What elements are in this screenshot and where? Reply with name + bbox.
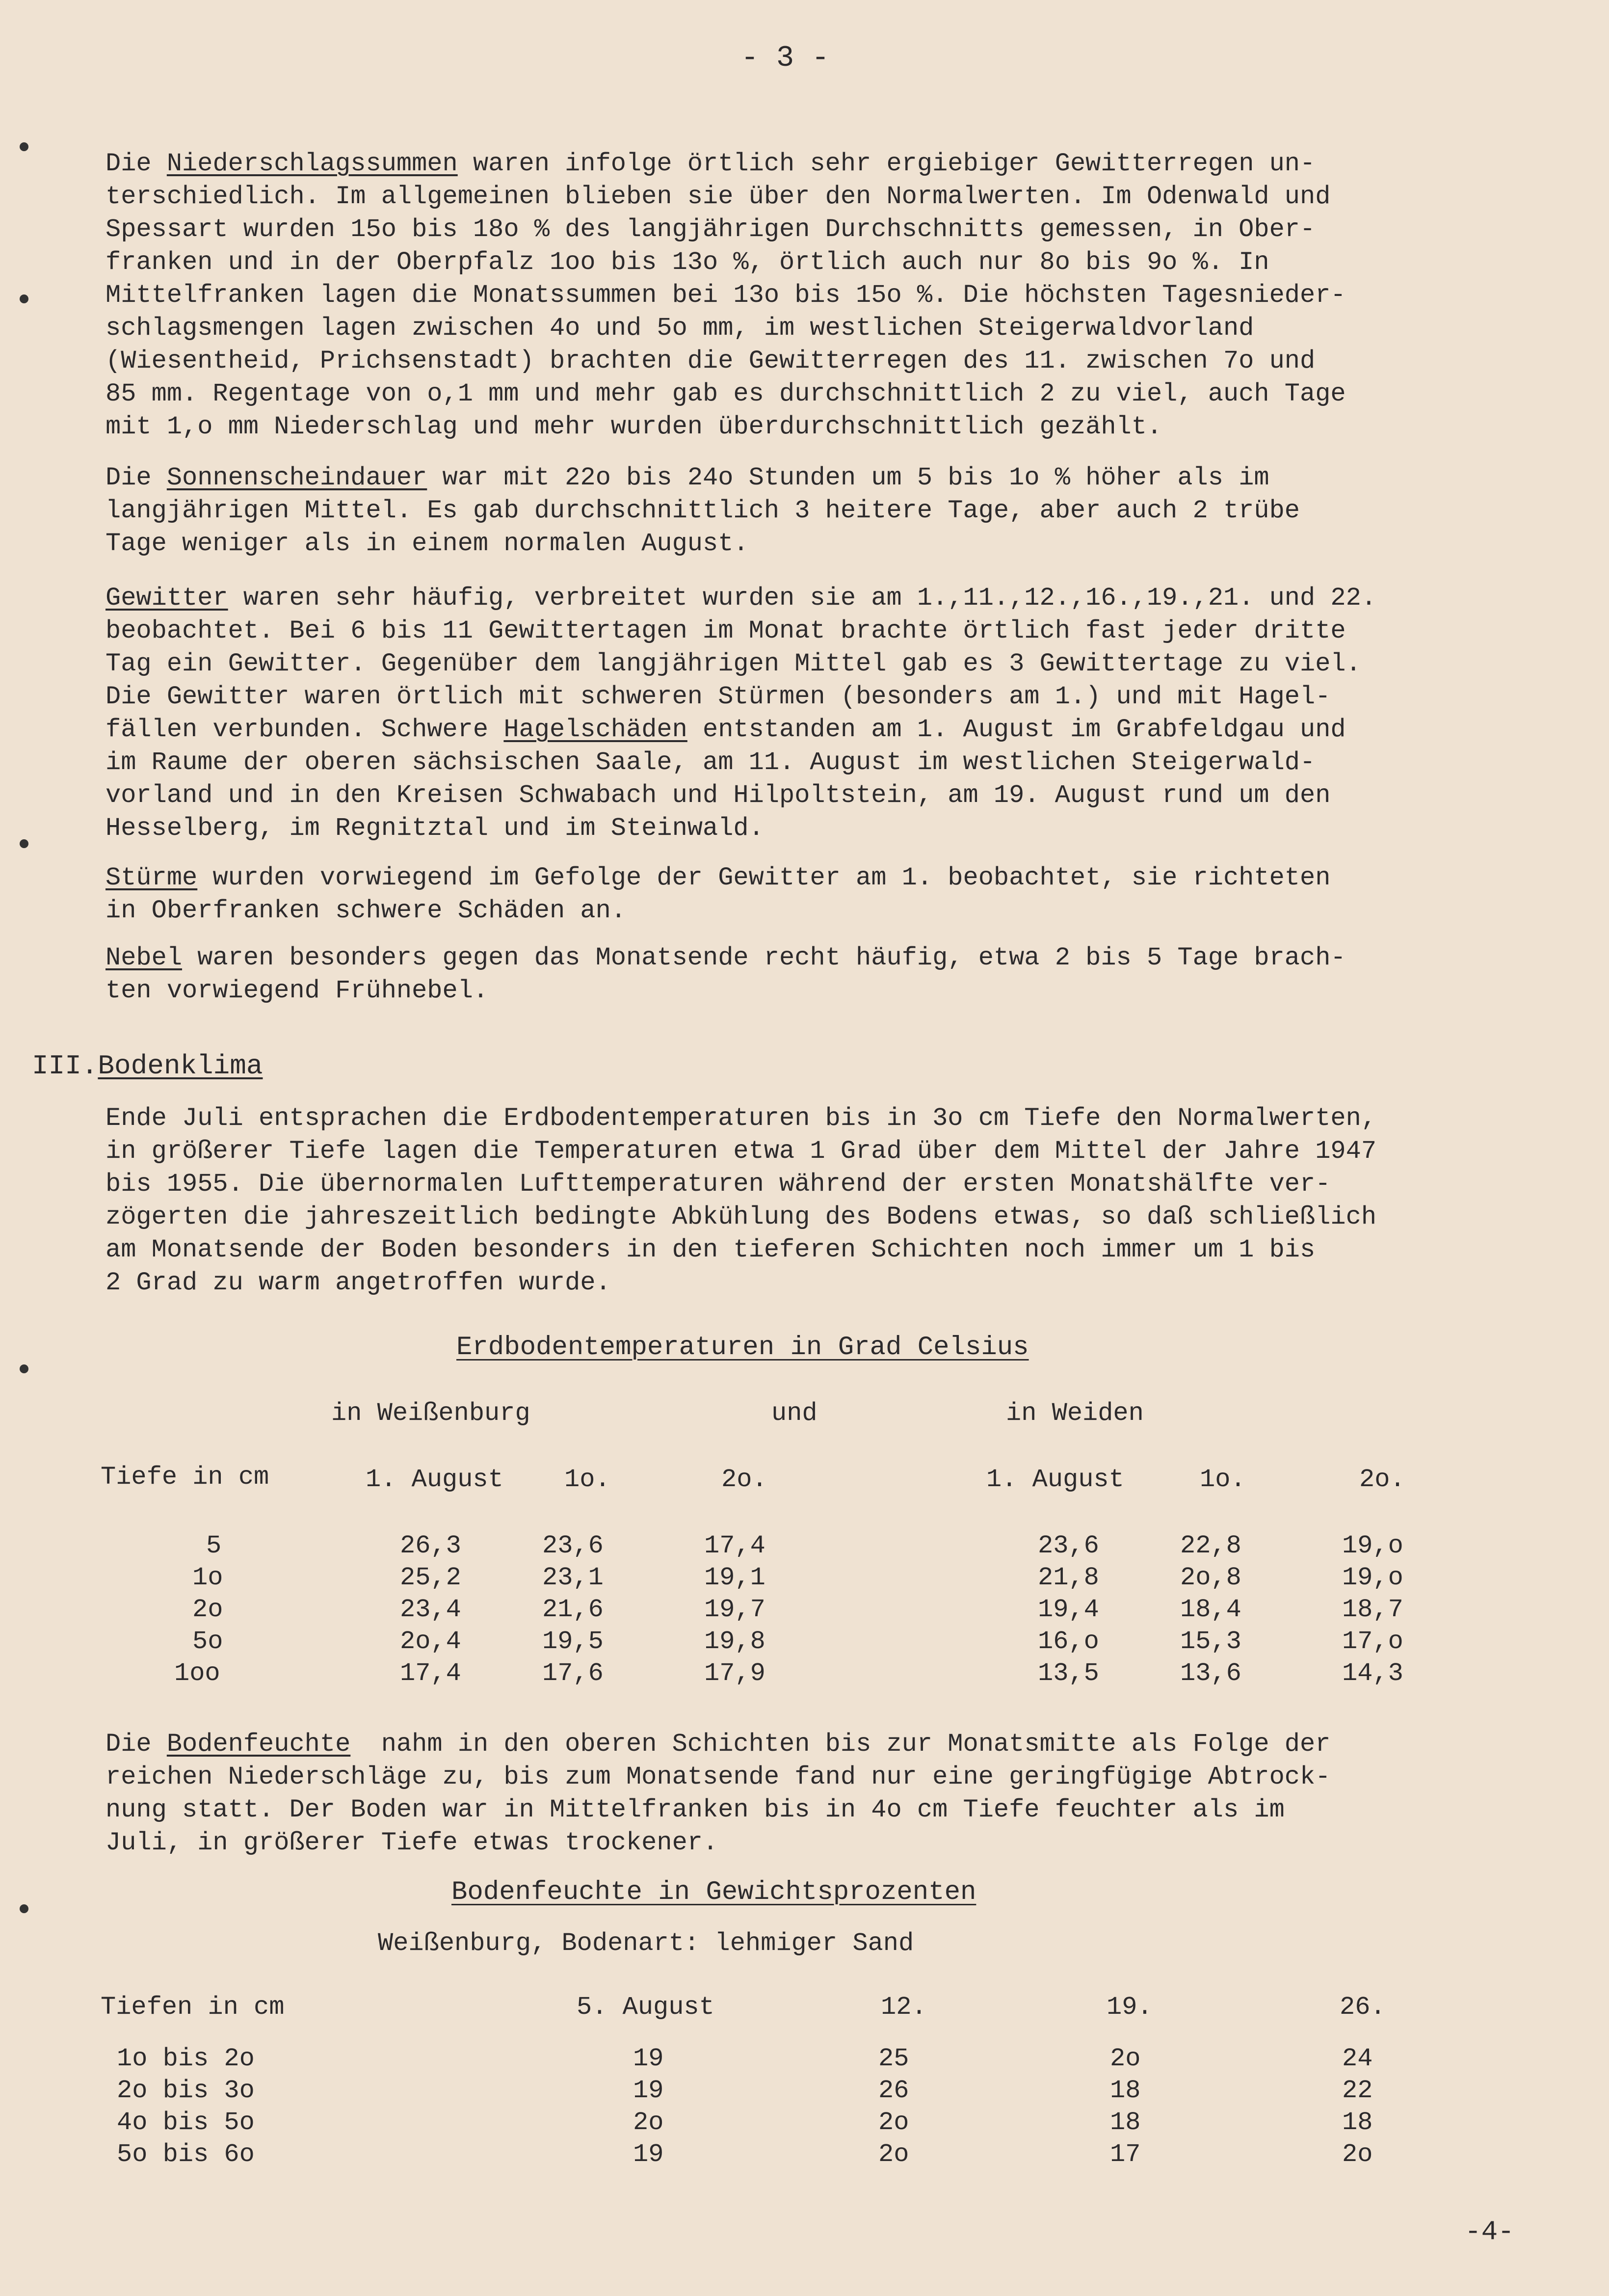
temp-value: 19,1	[704, 1563, 765, 1592]
temp-value: 13,5	[1038, 1659, 1099, 1688]
punch-hole-mark	[20, 142, 28, 151]
next-page-marker: -4-	[1465, 2216, 1514, 2247]
temp-table-col-header: 2o.	[1359, 1465, 1405, 1494]
term-stuerme: Stürme	[106, 863, 198, 892]
moisture-depth: 1o bis 2o	[117, 2044, 255, 2073]
term-gewitter: Gewitter	[106, 584, 228, 613]
moisture-value: 2o	[1342, 2140, 1373, 2169]
paragraph-stuerme	[106, 861, 1558, 927]
temp-value: 25,2	[400, 1563, 461, 1592]
paragraph-text: waren besonders gegen das Monatsende recht häufig, etwa 2 bis 5 Tage brach- ten vorwiegend Frühnebel.	[106, 943, 1346, 1005]
moisture-depth: 2o bis 3o	[117, 2076, 255, 2105]
temp-table-col-header: 1o.	[564, 1465, 610, 1494]
temp-value: 14,3	[1342, 1659, 1403, 1688]
paragraph-nebel	[106, 941, 1558, 1007]
moisture-value: 2o	[633, 2108, 664, 2137]
term-niederschlagssummen: Niederschlagssummen	[166, 149, 458, 178]
temp-table-joiner: und	[771, 1399, 818, 1428]
paragraph-lead: Die	[106, 149, 167, 178]
temp-depth: 5o	[192, 1627, 223, 1656]
temp-value: 17,9	[704, 1659, 765, 1688]
temp-depth: 2o	[192, 1595, 223, 1624]
temp-depth: 1o	[192, 1563, 223, 1592]
temp-value: 19,5	[542, 1627, 604, 1656]
moisture-value: 18	[1110, 2076, 1141, 2105]
temp-table-col-header: 1. August	[986, 1465, 1124, 1494]
temp-value: 19,8	[704, 1627, 765, 1656]
term-sonnenscheindauer: Sonnenscheindauer	[166, 463, 427, 492]
temp-value: 22,8	[1180, 1531, 1241, 1560]
temp-value: 17,o	[1342, 1627, 1403, 1656]
temp-value: 21,6	[542, 1595, 604, 1624]
temp-table-depth-header: Tiefe in cm	[101, 1463, 269, 1492]
moisture-table-title: Bodenfeuchte in Gewichtsprozenten	[451, 1877, 976, 1907]
temp-value: 2o,4	[400, 1627, 461, 1656]
moisture-depth: 4o bis 5o	[117, 2108, 255, 2137]
paragraph-text: entstanden am 1. August im Grabfeldgau und im Raume der oberen sächsischen Saale, am 11. August im westlichen Steigerwald- vorland und in den Kreisen Schwabach und Hilpoltstein, am 19. August rund um den Hesselberg, im Regnitztal und im Steinwald.	[106, 715, 1346, 843]
moisture-value: 18	[1342, 2108, 1373, 2137]
paragraph-text: waren infolge örtlich sehr ergiebiger Gewitterregen un- terschiedlich. Im allgemeinen blieben sie über den Normalwerten. Im Odenwald und Spessart wurden 15o bis 18o % des langjährigen Durchschnitts gemessen, in Ober- franken und in der Oberpfalz 1oo bis 13o %, örtlich auch nur 8o bis 9o %. In Mittelfranken lagen die Monatssummen bei 13o bis 15o %. Die höchsten Tagesnieder- schlagsmengen lagen zwischen 4o und 5o mm, im westlichen Steigerwaldvorland (Wiesentheid, Prichsenstadt) brachten die Gewitterregen des 11. zwischen 7o und 85 mm. Regentage von o,1 mm und mehr gab es durchschnittlich 2 zu viel, auch Tage mit 1,o mm Niederschlag und mehr wurden überdurchschnittlich gezählt.	[106, 149, 1346, 441]
moisture-depth: 5o bis 6o	[117, 2140, 255, 2169]
paragraph-gewitter	[106, 582, 1558, 845]
temp-table-col-header: 1. August	[366, 1465, 503, 1494]
moisture-table-depth-header: Tiefen in cm	[101, 1993, 285, 2022]
moisture-table-col-header: 19.	[1107, 1993, 1153, 2022]
moisture-value: 18	[1110, 2108, 1141, 2137]
temp-depth: 1oo	[174, 1659, 220, 1688]
paragraph-niederschlag	[106, 147, 1558, 443]
temp-value: 17,4	[400, 1659, 461, 1688]
temp-value: 18,7	[1342, 1595, 1403, 1624]
moisture-value: 26	[878, 2076, 909, 2105]
temp-table-station-weissenburg: in Weißenburg	[331, 1399, 530, 1428]
moisture-value: 24	[1342, 2044, 1373, 2073]
term-bodenfeuchte: Bodenfeuchte	[166, 1730, 351, 1759]
punch-hole-mark	[20, 1364, 28, 1373]
temp-value: 21,8	[1038, 1563, 1099, 1592]
paragraph-bodenklima: Ende Juli entsprachen die Erdbodentemperaturen bis in 3o cm Tiefe den Normalwerten, in größerer Tiefe lagen die Temperaturen etwa 1 Grad über dem Mittel der Jahre 1947 bis 1955. Die übernormalen Lufttemperaturen während der ersten Monatshälfte ver- zögerten die jahreszeitlich bedingte Abkühlung des Bodens etwas, so daß schließlich am Monatsende der Boden besonders in den tieferen Schichten noch immer um 1 bis 2 Grad zu warm angetroffen wurde.	[106, 1104, 1377, 1297]
temp-table-col-header: 1o.	[1200, 1465, 1246, 1494]
temp-depth: 5	[206, 1531, 222, 1560]
temp-value: 13,6	[1180, 1659, 1241, 1688]
temp-value: 2o,8	[1180, 1563, 1241, 1592]
temp-value: 17,4	[704, 1531, 765, 1560]
temp-value: 23,4	[400, 1595, 461, 1624]
moisture-value: 19	[633, 2140, 664, 2169]
temp-value: 19,4	[1038, 1595, 1099, 1624]
temp-value: 19,o	[1342, 1563, 1403, 1592]
paragraph-text: waren sehr häufig, verbreitet wurden sie am 1.,11.,12.,16.,19.,21. und 22. beobachtet. Bei 6 bis 11 Gewittertagen im Monat brachte örtlich fast jeder dritte Tag ein Gewitter. Gegenüber dem langjährigen Mittel gab es 3 Gewittertage zu viel. Die Gewitter waren örtlich mit schweren Stürmen (besonders am 1.) und mit Hagel- fällen verbunden. Schwere	[106, 584, 1377, 744]
moisture-value: 19	[633, 2044, 664, 2073]
moisture-value: 17	[1110, 2140, 1141, 2169]
moisture-table-subtitle: Weißenburg, Bodenart: lehmiger Sand	[378, 1929, 914, 1958]
term-hagelschaeden: Hagelschäden	[503, 715, 687, 744]
paragraph-bodenfeuchte	[106, 1728, 1558, 1859]
temp-value: 15,3	[1180, 1627, 1241, 1656]
punch-hole-mark	[20, 839, 28, 848]
section-number: III.	[32, 1050, 98, 1082]
moisture-value: 2o	[878, 2140, 909, 2169]
temp-value: 17,6	[542, 1659, 604, 1688]
moisture-value: 2o	[878, 2108, 909, 2137]
moisture-value: 25	[878, 2044, 909, 2073]
temp-table-title: Erdbodentemperaturen in Grad Celsius	[456, 1333, 1029, 1362]
temp-table-station-weiden: in Weiden	[1006, 1399, 1144, 1428]
temp-value: 19,o	[1342, 1531, 1403, 1560]
temp-value: 23,1	[542, 1563, 604, 1592]
section-title: Bodenklima	[98, 1050, 263, 1082]
moisture-value: 22	[1342, 2076, 1373, 2105]
temp-value: 16,o	[1038, 1627, 1099, 1656]
page-number: - 3 -	[741, 42, 830, 75]
temp-value: 18,4	[1180, 1595, 1241, 1624]
moisture-value: 2o	[1110, 2044, 1141, 2073]
moisture-table-col-header: 5. August	[577, 1993, 714, 2022]
paragraph-text: war mit 22o bis 24o Stunden um 5 bis 1o % höher als im langjährigen Mittel. Es gab durchschnittlich 3 heitere Tage, aber auch 2 trübe Tage weniger als in einem normalen August.	[106, 463, 1300, 558]
punch-hole-mark	[20, 1904, 28, 1913]
temp-value: 26,3	[400, 1531, 461, 1560]
paragraph-text: nahm in den oberen Schichten bis zur Monatsmitte als Folge der reichen Niederschläge zu, bis zum Monatsende fand nur eine geringfügige Abtrock- nung statt. Der Boden war in Mittelfranken bis in 4o cm Tiefe feuchter als im Juli, in größerer Tiefe etwas trockener.	[106, 1730, 1331, 1857]
paragraph-lead: Die	[106, 463, 167, 492]
temp-value: 23,6	[542, 1531, 604, 1560]
temp-value: 19,7	[704, 1595, 765, 1624]
section-heading	[32, 1050, 263, 1082]
paragraph-text: wurden vorwiegend im Gefolge der Gewitter am 1. beobachtet, sie richteten in Oberfranken schwere Schäden an.	[106, 863, 1331, 925]
moisture-value: 19	[633, 2076, 664, 2105]
temp-table-col-header: 2o.	[721, 1465, 767, 1494]
punch-hole-mark	[20, 294, 28, 303]
term-nebel: Nebel	[106, 943, 183, 972]
paragraph-sonnenschein	[106, 461, 1558, 560]
paragraph-lead: Die	[106, 1730, 167, 1759]
moisture-table-col-header: 26.	[1340, 1993, 1386, 2022]
temp-value: 23,6	[1038, 1531, 1099, 1560]
moisture-table-col-header: 12.	[881, 1993, 927, 2022]
